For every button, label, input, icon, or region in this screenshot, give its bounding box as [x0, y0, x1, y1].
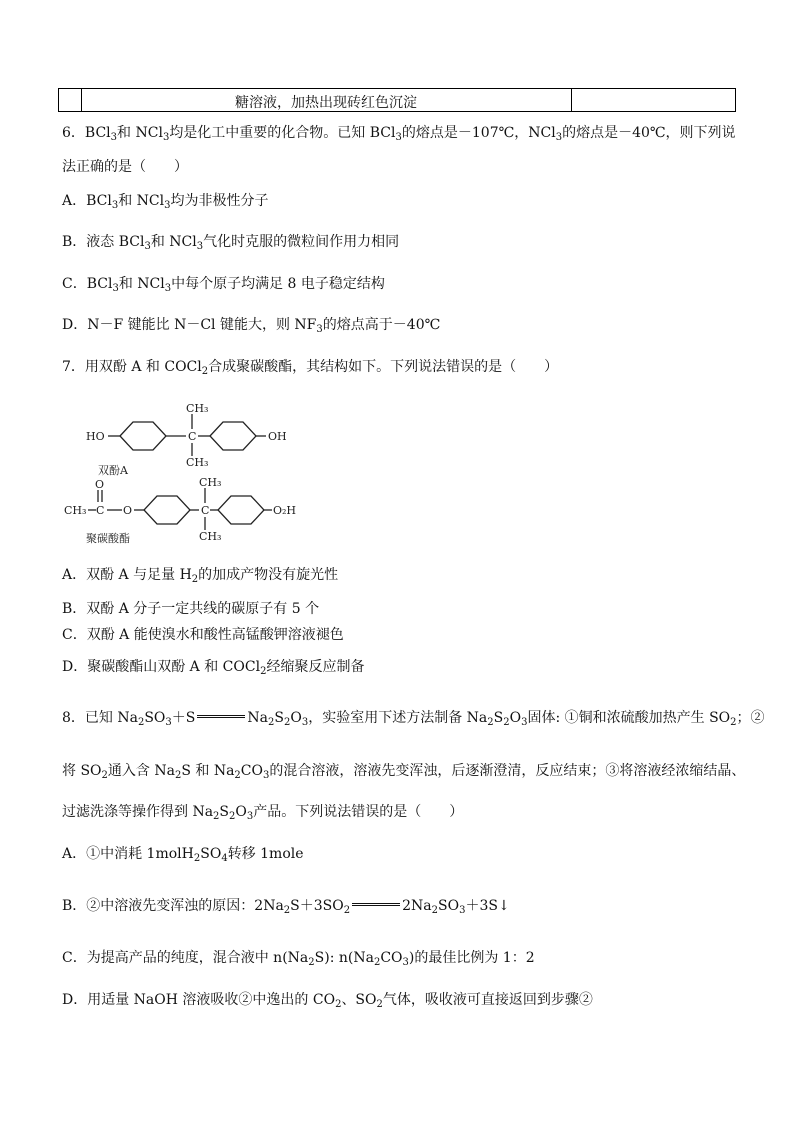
ring4: [218, 496, 264, 524]
q7-option-b: B．双酚 A 分子一定共线的碳原子有 5 个: [62, 601, 320, 617]
carbonyl-oxygen: O: [95, 478, 105, 491]
bisphenol-a-label: 双酚A: [98, 464, 128, 477]
q8-stem-line3: 过滤洗涤等操作得到 $Na_2S_2O_3$产品。下列说法错误的是（ ）: [62, 804, 464, 822]
q6-option-a: A．BCl$_3$和 NCl$_3$均为非极性分子: [62, 193, 269, 211]
q6-stem-line2: 法正确的是（ ）: [62, 159, 188, 175]
center-carbon: C: [188, 430, 197, 443]
q6-option-c: C．BCl$_3$和 NCl$_3$中每个原子均满足 8 电子稳定结构: [62, 276, 385, 294]
ch3-left: CH₃: [64, 504, 87, 517]
q8-option-c: C．为提高产品的纯度，混合液中 $n(Na_2S)$: $n(Na_2CO_3)$的最佳比例为 1：2: [62, 950, 535, 968]
equation-double-line-b: [352, 903, 400, 906]
end-group: O₂H: [273, 504, 297, 517]
equation-double-line: [197, 715, 245, 718]
q8-stem-line1: 8．已知 $Na_2SO_3+S$ $Na_2S_2O_3$，实验室用下述方法制备 $Na_2S_2O_3$固体: ①铜和浓硫酸加热产生 $SO_2$；②: [62, 710, 765, 728]
q7-option-a: A．双酚 A 与足量 $H_2$的加成产物没有旋光性: [62, 567, 339, 585]
center-carbon-2: C: [201, 504, 210, 517]
q8-option-b: B．②中溶液先变浑浊的原因：$2Na_2S+3SO_2$ $2Na_2SO_3+3S↓$: [62, 898, 510, 916]
q8-stem-line2: 将 $SO_2$通入含 $Na_2S$ 和 $Na_2CO_3$的混合溶液，溶液先变浑浊，后逐渐澄清，反应结束；③将溶液经浓缩结晶、: [62, 763, 746, 781]
q8-option-d: D．用适量 NaOH 溶液吸收②中逸出的 $CO_2$、$SO_2$气体，吸收液可直接返回到步骤②: [62, 992, 593, 1010]
answer-table-row: [58, 88, 736, 112]
ring2: [210, 422, 256, 450]
q7-option-d: D．聚碳酸酯山双酚 A 和 COCl$_2$经缩聚反应制备: [62, 659, 365, 677]
ch3-bottom-2: CH₃: [199, 530, 222, 543]
structure-figure: [62, 392, 302, 548]
ch3-top-2: CH₃: [199, 476, 222, 489]
carbonyl-carbon: C: [96, 504, 105, 517]
ring3: [144, 496, 190, 524]
ester-oxygen: O: [123, 504, 133, 517]
table-divider-right: [571, 89, 572, 111]
table-cell-text: 糖溶液，加热出现砖红色沉淀: [235, 95, 417, 111]
ch3-top: CH₃: [186, 402, 209, 415]
polycarbonate-label: 聚碳酸酯: [86, 532, 130, 545]
q8-option-a: A．①中消耗 $1molH_2SO_4$转移 1mole: [62, 846, 304, 864]
ring1: [120, 422, 166, 450]
q6-option-b: B．液态 BCl$_3$和 NCl$_3$气化时克服的微粒间作用力相同: [62, 234, 400, 252]
q7-stem: 7．用双酚 A 和 COCl$_2$合成聚碳酸酯，其结构如下。下列说法错误的是（ ）: [62, 359, 559, 377]
oh-group: OH: [268, 430, 287, 443]
q7-option-c: C．双酚 A 能使溴水和酸性高锰酸钾溶液褪色: [62, 627, 344, 643]
ch3-bottom: CH₃: [186, 456, 209, 469]
q6-option-d: D．N－F 键能比 N－Cl 键能大，则 $NF_3$的熔点高于－40℃: [62, 317, 441, 335]
q6-stem-line1: 6．BCl$_3$和 NCl$_3$均是化工中重要的化合物。已知 BCl$_3$的熔点是－107℃，NCl$_3$的熔点是－40℃，则下列说: [62, 125, 736, 143]
ho-group: HO: [86, 430, 105, 443]
